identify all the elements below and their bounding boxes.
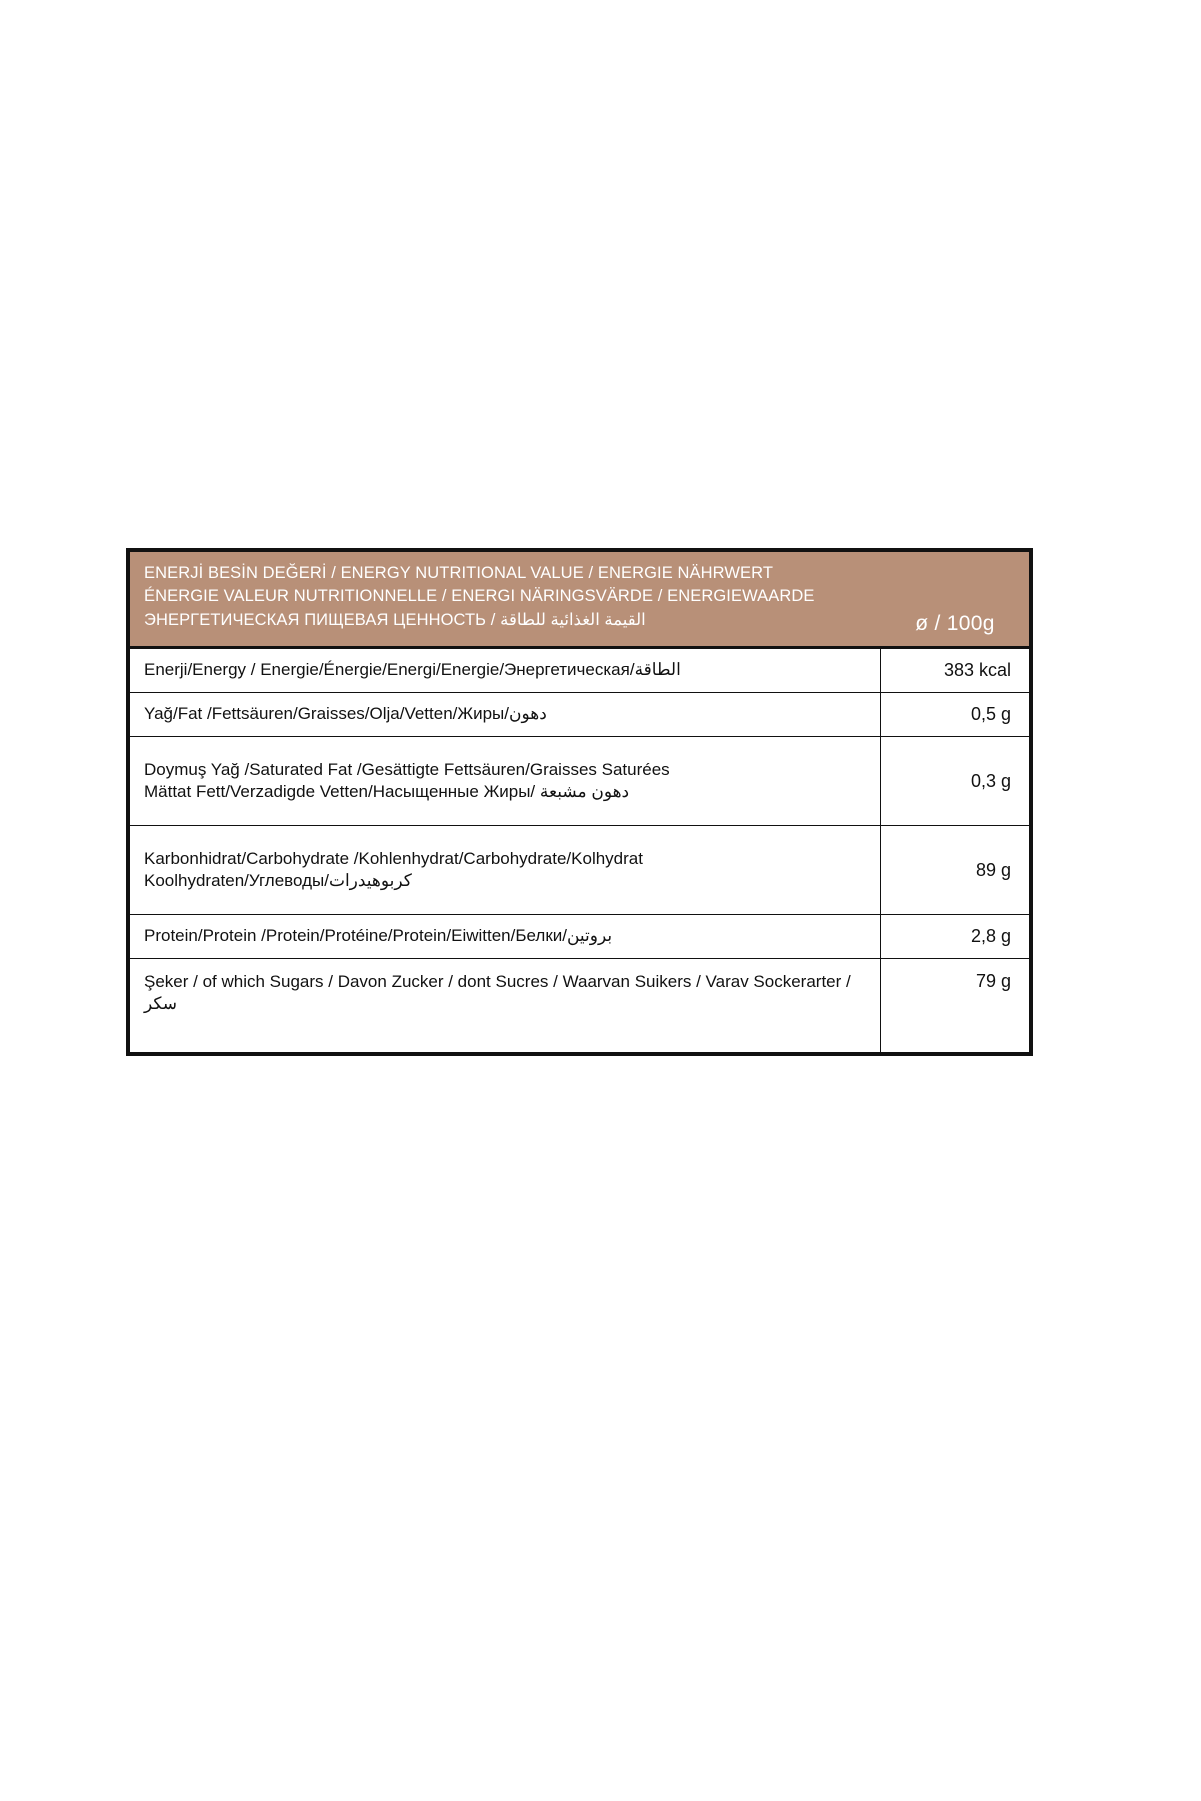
- table-row: [130, 736, 1029, 825]
- nutrient-label-line-2: Mättat Fett/Verzadigde Vetten/Насыщенные Жиры/ دهون مشبعة: [144, 782, 630, 801]
- nutrient-value: 383 kcal: [943, 660, 1011, 680]
- nutrient-label-line-1: Doymuş Yağ /Saturated Fat /Gesättigte Fettsäuren/Graisses Saturées: [144, 759, 670, 779]
- nutrient-label: [130, 826, 881, 914]
- header-title-line-3: ЭНЕРГЕТИЧЕСКАЯ ПИЩЕВАЯ ЦЕННОСТЬ / القيمة الغذائية للطاقة: [144, 610, 646, 629]
- table-row: [130, 648, 1029, 692]
- nutrient-label: Protein/Protein /Protein/Protéine/Protein/Eiwitten/Белки/بروتين: [130, 915, 881, 958]
- table-row: [130, 914, 1029, 958]
- nutrient-value: 89 g: [975, 859, 1011, 880]
- header-title-line-2: ÉNERGIE VALEUR NUTRITIONNELLE / ENERGI NÄRINGSVÄRDE / ENERGIEWAARDE: [144, 587, 815, 606]
- table-row: [130, 958, 1029, 1052]
- nutrient-label: Şeker / of which Sugars / Davon Zucker / dont Sucres / Waarvan Suikers / Varav Sockerarter /سكر: [130, 959, 881, 1052]
- nutrition-table: [126, 548, 1033, 1056]
- table-header: [130, 552, 1029, 648]
- nutrient-value: 79 g: [975, 971, 1011, 991]
- nutrient-label-line-1: Karbonhidrat/Carbohydrate /Kohlenhydrat/Carbohydrate/Kolhydrat: [144, 848, 643, 868]
- nutrient-label-line-2: Koolhydraten/Углеводы/كربوهيدرات: [144, 871, 412, 890]
- nutrient-value: 0,5 g: [970, 704, 1011, 724]
- header-title-block: [130, 552, 881, 646]
- nutrient-value: 0,3 g: [970, 770, 1011, 791]
- header-unit-label: ø / 100g: [915, 612, 995, 635]
- nutrient-value: 2,8 g: [970, 926, 1011, 946]
- header-title-line-1: ENERJİ BESİN DEĞERİ / ENERGY NUTRITIONAL VALUE / ENERGIE NÄHRWERT: [144, 564, 774, 582]
- nutrient-label: Yağ/Fat /Fettsäuren/Graisses/Olja/Vetten/Жиры/دهون: [130, 693, 881, 736]
- nutrient-label: [130, 737, 881, 825]
- table-row: [130, 825, 1029, 914]
- table-row: [130, 692, 1029, 736]
- nutrient-label: Enerji/Energy / Energie/Énergie/Energi/Energie/Энергетическая/الطاقة: [130, 649, 881, 692]
